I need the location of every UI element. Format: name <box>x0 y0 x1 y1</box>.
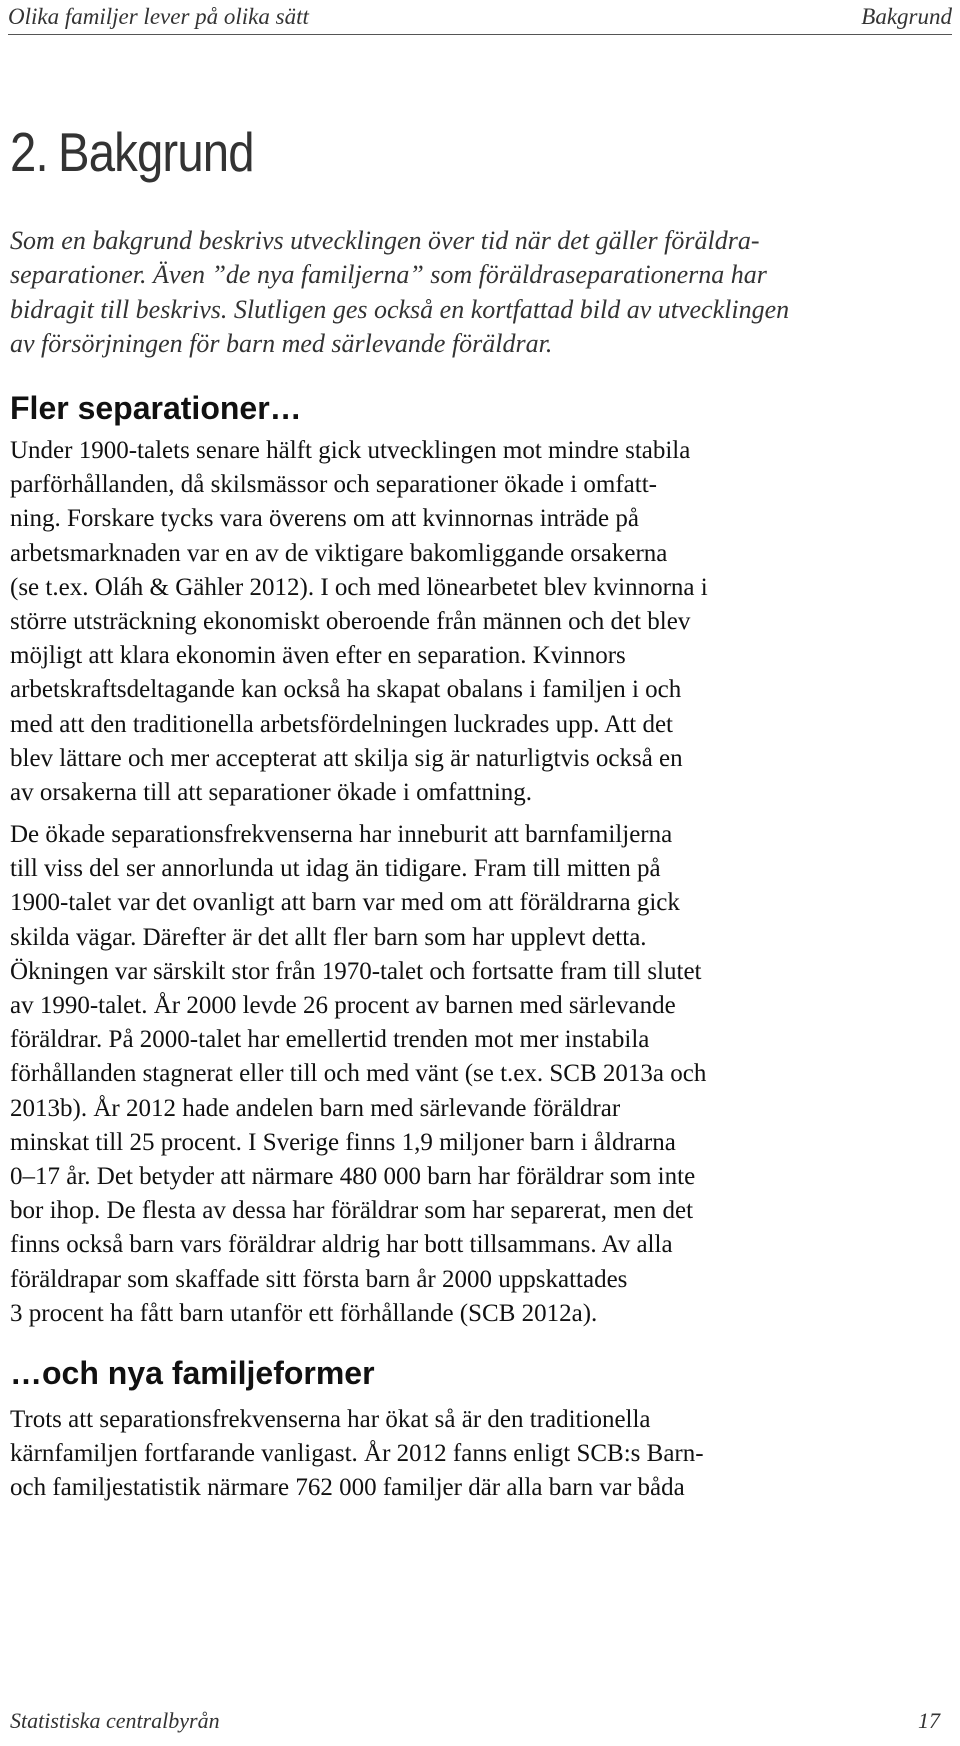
body-paragraph <box>10 818 900 1331</box>
header-document-title: Olika familjer lever på olika sätt <box>8 4 309 29</box>
intro-line: av försörjningen för barn med särlevande föräldrar. <box>10 328 553 358</box>
text-line: 2013b). År 2012 hade andelen barn med särlevande föräldrar <box>10 1094 621 1122</box>
text-line: med att den traditionella arbetsfördelningen luckrades upp. Att det <box>10 710 673 738</box>
text-line: möjligt att klara ekonomin även efter en separation. Kvinnors <box>10 642 626 670</box>
body-paragraph <box>10 434 900 810</box>
body-paragraph <box>10 1403 900 1506</box>
text-line: till viss del ser annorlunda ut idag än tidigare. Fram till mitten på <box>10 855 661 883</box>
intro-line: bidragit till beskrivs. Slutligen ges också en kortfattad bild av utvecklingen <box>10 294 790 324</box>
text-line: större utsträckning ekonomiskt oberoende från männen och det blev <box>10 608 691 636</box>
text-line: 1900-talet var det ovanligt att barn var med om att föräldrarna gick <box>10 889 680 917</box>
section-heading-fler-separationer: Fler separationer… <box>10 390 302 426</box>
text-line: finns också barn vars föräldrar aldrig har bott tillsammans. Av alla <box>10 1231 673 1259</box>
text-line: föräldrapar som skaffade sitt första barn år 2000 uppskattades <box>10 1265 628 1293</box>
text-line: och familjestatistik närmare 762 000 familjer där alla barn var båda <box>10 1474 685 1502</box>
footer-publisher: Statistiska centralbyrån <box>10 1708 220 1733</box>
text-line: Ökningen var särskilt stor från 1970-talet och fortsatte fram till slutet <box>10 957 702 985</box>
text-line: blev lättare och mer accepterat att skilja sig är naturligtvis också en <box>10 744 683 772</box>
text-line: föräldrar. På 2000-talet har emellertid trenden mot mer instabila <box>10 1026 650 1054</box>
chapter-intro <box>10 224 890 361</box>
text-line: 3 procent ha fått barn utanför ett förhållande (SCB 2012a). <box>10 1299 598 1327</box>
text-line: minskat till 25 procent. I Sverige finns 1,9 miljoner barn i åldrarna <box>10 1128 676 1156</box>
section-heading-nya-familjeformer: …och nya familjeformer <box>10 1355 375 1391</box>
text-line: arbetsmarknaden var en av de viktigare bakomliggande orsakerna <box>10 539 668 567</box>
text-line: arbetskraftsdeltagande kan också ha skapat obalans i familjen i och <box>10 676 682 704</box>
text-line: skilda vägar. Därefter är det allt fler barn som har upplevt detta. <box>10 923 647 951</box>
intro-line: Som en bakgrund beskrivs utvecklingen över tid när det gäller föräldra- <box>10 226 760 255</box>
header-chapter-name: Bakgrund <box>861 4 952 29</box>
text-line: parförhållanden, då skilsmässor och separationer ökade i omfatt- <box>10 471 657 499</box>
text-line: De ökade separationsfrekvenserna har inneburit att barnfamiljerna <box>10 821 673 848</box>
text-line: 0–17 år. Det betyder att närmare 480 000 barn har föräldrar som inte <box>10 1163 696 1191</box>
text-line: av 1990-talet. År 2000 levde 26 procent av barnen med särlevande <box>10 992 676 1020</box>
chapter-number: 2. <box>10 121 48 183</box>
page-number: 17 <box>918 1708 940 1733</box>
text-line: av orsakerna till att separationer ökade i omfattning. <box>10 779 533 807</box>
intro-line: separationer. Även ”de nya familjerna” som föräldraseparationerna har <box>10 260 767 290</box>
text-line: ning. Forskare tycks vara överens om att kvinnornas inträde på <box>10 505 639 533</box>
text-line: bor ihop. De flesta av dessa har föräldrar som har separerat, men det <box>10 1197 694 1225</box>
page-footer <box>10 1708 940 1734</box>
text-line: Under 1900-talets senare hälft gick utvecklingen mot mindre stabila <box>10 437 691 464</box>
text-line: kärnfamiljen fortfarande vanligast. År 2012 fanns enligt SCB:s Barn- <box>10 1440 704 1468</box>
text-line: (se t.ex. Oláh & Gähler 2012). I och med lönearbetet blev kvinnorna i <box>10 573 708 601</box>
running-header <box>8 0 952 35</box>
chapter-title <box>10 120 254 184</box>
text-line: förhållanden stagnerat eller till och med vänt (se t.ex. SCB 2013a och <box>10 1060 707 1088</box>
text-line: Trots att separationsfrekvenserna har ökat så är den traditionella <box>10 1406 651 1433</box>
chapter-name: Bakgrund <box>58 121 254 183</box>
